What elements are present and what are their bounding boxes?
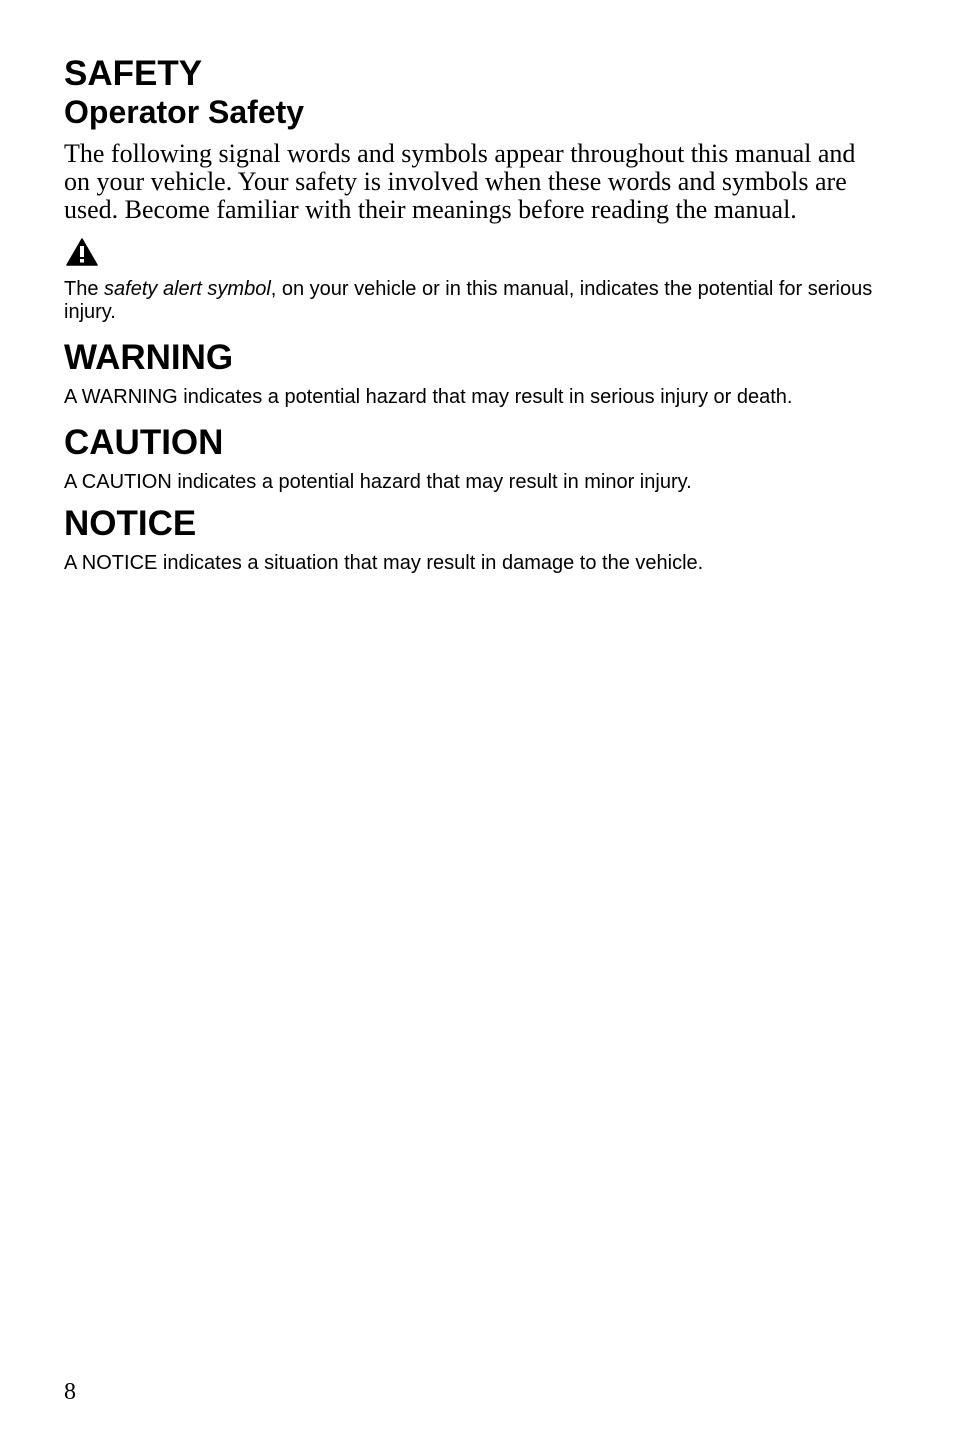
alert-text-suffix: , on your vehicle or in this manual, indicates the potential for serious injury. <box>64 278 873 323</box>
caution-heading: CAUTION <box>64 423 224 462</box>
notice-heading: NOTICE <box>64 504 197 543</box>
manual-page <box>64 54 874 575</box>
alert-text-emphasis: safety alert symbol <box>104 278 271 300</box>
warning-triangle-icon <box>66 238 98 266</box>
warning-description: A WARNING indicates a potential hazard that may result in serious injury or death. <box>64 386 793 408</box>
warning-heading: WARNING <box>64 338 234 377</box>
notice-description: A NOTICE indicates a situation that may result in damage to the vehicle. <box>64 552 704 574</box>
section-title: SAFETY <box>64 54 203 93</box>
alert-text-prefix: The <box>64 278 105 300</box>
intro-paragraph: The following signal words and symbols appear throughout this manual and on your vehicle. Your safety is involved when these words and symbols are used. Become familiar with their meanings before reading the manual. <box>64 139 856 224</box>
alert-symbol-description <box>64 278 874 324</box>
caution-description: A CAUTION indicates a potential hazard that may result in minor injury. <box>64 471 692 493</box>
page-number: 8 <box>64 1379 76 1405</box>
section-subtitle: Operator Safety <box>64 94 305 130</box>
